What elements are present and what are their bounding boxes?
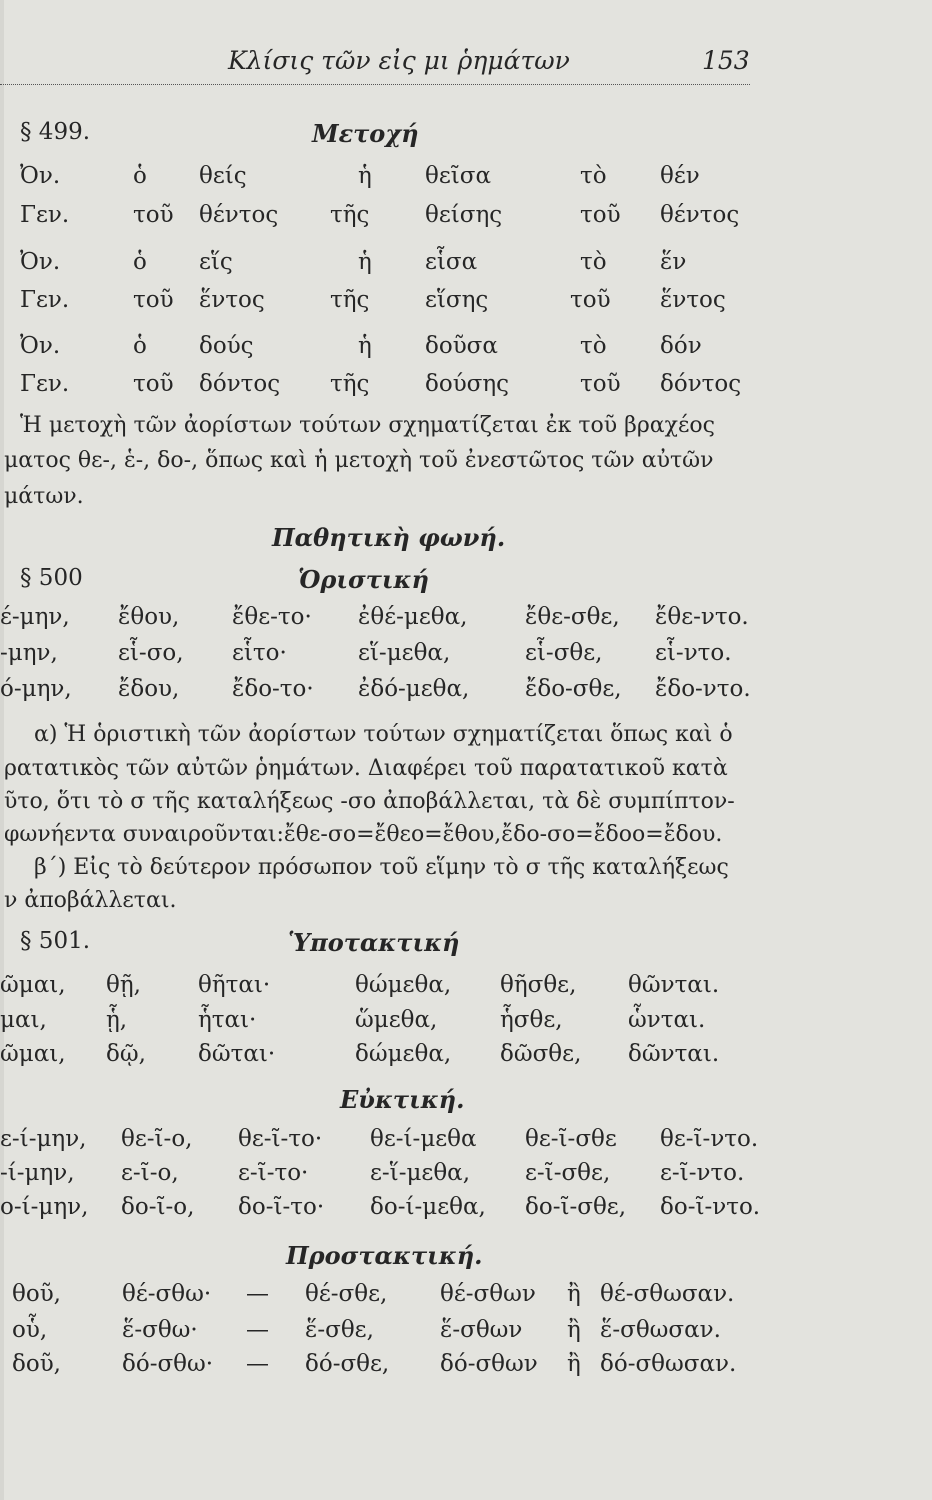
table-cell: τὸ	[580, 333, 607, 359]
paragraph-line: β΄) Εἰς τὸ δεύτερον πρόσωπον τοῦ εἵμην τὸ σ τῆς καταλήξεως	[34, 855, 729, 880]
table-cell: ἐθέ-μεθα,	[358, 604, 468, 630]
table-cell: ε-ῖ-ο,	[121, 1160, 179, 1186]
table-cell: ἕ-σθων	[440, 1317, 523, 1343]
table-cell: ἕ-σθε,	[305, 1317, 374, 1343]
table-cell: Ὀν.	[20, 249, 61, 275]
table-cell: ο-ί-μην,	[0, 1194, 89, 1220]
table-cell: θώμεθα,	[355, 972, 452, 998]
table-cell: -ί-μην,	[0, 1160, 75, 1186]
table-cell: —	[246, 1281, 269, 1307]
table-cell: ἔδο-ντο.	[655, 676, 751, 702]
table-cell: δῶται·	[198, 1041, 276, 1067]
table-cell: δο-ῖ-σθε,	[525, 1194, 627, 1220]
table-cell: δῷ,	[106, 1041, 146, 1067]
voice-heading: Παθητικὴ φωνή.	[272, 523, 506, 552]
table-cell: θείς	[199, 163, 247, 189]
table-cell: θῇ,	[106, 972, 141, 998]
table-cell: ἕ-σθωσαν.	[600, 1317, 721, 1343]
table-cell: δῶσθε,	[500, 1041, 582, 1067]
table-cell: δο-ῖ-το·	[238, 1194, 325, 1220]
table-cell: ε-ί-μην,	[0, 1126, 87, 1152]
section-number: § 500	[20, 565, 83, 591]
table-cell: ε-ῖ-ντο.	[660, 1160, 745, 1186]
table-cell: ἔθε-το·	[232, 604, 312, 630]
table-cell: ἧσθε,	[500, 1007, 563, 1033]
table-cell: θῆσθε,	[500, 972, 577, 998]
table-cell: εἷσα	[425, 249, 478, 275]
table-cell: δόντος	[660, 371, 742, 397]
table-cell: ε-ῖ-το·	[238, 1160, 309, 1186]
table-cell: δο-ί-μεθα,	[370, 1194, 486, 1220]
table-cell: τὸ	[580, 163, 607, 189]
paragraph-line: Ἡ μετοχὴ τῶν ἀορίστων τούτων σχηματίζεται ἐκ τοῦ βραχέος	[20, 413, 715, 438]
table-cell: —	[246, 1317, 269, 1343]
paragraph-line: φωνήεντα συναιροῦνται:ἔθε-σο=ἔθεο=ἔθου,ἔδο-σο=ἔδοο=ἔδου.	[4, 822, 723, 847]
page-gutter	[0, 0, 4, 1500]
section-heading: Ὁριστική	[298, 565, 429, 594]
table-cell: ἕντος	[199, 287, 265, 313]
table-cell: εἵσης	[425, 287, 489, 313]
table-cell: ὧνται.	[628, 1007, 706, 1033]
table-cell: τῆς	[330, 371, 370, 397]
table-cell: ὁ	[133, 163, 147, 189]
table-cell: τοῦ	[133, 371, 174, 397]
table-cell: ἕντος	[660, 287, 726, 313]
table-cell: Ὀν.	[20, 333, 61, 359]
table-cell: ἔθε-σθε,	[525, 604, 620, 630]
table-cell: ἕν	[660, 249, 687, 275]
table-cell: δώμεθα,	[355, 1041, 452, 1067]
table-cell: εἷ-σο,	[118, 640, 184, 666]
table-cell: ὁ	[133, 249, 147, 275]
table-cell: έ-μην,	[0, 604, 70, 630]
optative-heading: Εὐκτική.	[340, 1085, 465, 1114]
table-cell: ἧται·	[198, 1007, 257, 1033]
table-cell: δο-ῖ-ο,	[121, 1194, 195, 1220]
table-cell: εἵ-μεθα,	[358, 640, 451, 666]
paragraph-line: μάτων.	[4, 484, 84, 509]
table-cell: εἷ-σθε,	[525, 640, 603, 666]
table-cell: τοῦ	[570, 287, 611, 313]
table-cell: θεῖσα	[425, 163, 492, 189]
table-cell: ἢ	[567, 1281, 581, 1307]
table-cell: θείσης	[425, 202, 503, 228]
table-cell: θέν	[660, 163, 700, 189]
table-cell: θέ-σθω·	[122, 1281, 212, 1307]
table-cell: εἷ-ντο.	[655, 640, 732, 666]
table-cell: θοῦ,	[12, 1281, 61, 1307]
table-cell: δούς	[199, 333, 254, 359]
table-cell: ἔδο-το·	[232, 676, 314, 702]
table-cell: τὸ	[580, 249, 607, 275]
table-cell: τοῦ	[580, 371, 621, 397]
table-cell: ὁ	[133, 333, 147, 359]
table-cell: θε-ῖ-ντο.	[660, 1126, 759, 1152]
table-cell: θε-ί-μεθα	[370, 1126, 477, 1152]
table-cell: θε-ῖ-σθε	[525, 1126, 617, 1152]
table-cell: ἢ	[567, 1351, 581, 1377]
paragraph-line: ῦτο, ὅτι τὸ σ τῆς καταλήξεως -σο ἀποβάλλεται, τὰ δὲ συμπίπτον-	[4, 789, 735, 814]
paragraph-line: ρατατικὸς τῶν αὐτῶν ῥημάτων. Διαφέρει τοῦ παρατατικοῦ κατὰ	[4, 756, 728, 781]
table-cell: θέντος	[199, 202, 279, 228]
section-heading: Μετοχή	[312, 119, 419, 148]
table-cell: θε-ῖ-το·	[238, 1126, 323, 1152]
table-cell: εἵς	[199, 249, 233, 275]
table-cell: Γεν.	[20, 202, 70, 228]
table-cell: δό-σθων	[440, 1351, 538, 1377]
table-cell: ἔδου,	[118, 676, 180, 702]
table-cell: θῶνται.	[628, 972, 720, 998]
table-cell: δοῦ,	[12, 1351, 61, 1377]
table-cell: μαι,	[0, 1007, 47, 1033]
table-cell: θέ-σθε,	[305, 1281, 388, 1307]
table-cell: θέ-σθων	[440, 1281, 536, 1307]
table-cell: ῶμαι,	[0, 1041, 66, 1067]
page-number: 153	[702, 46, 750, 75]
table-cell: δόν	[660, 333, 702, 359]
table-cell: ἡ	[358, 163, 372, 189]
imperative-heading: Προστακτική.	[286, 1241, 483, 1270]
section-heading: Ὑποτακτική	[288, 928, 460, 957]
table-cell: -μην,	[0, 640, 58, 666]
table-cell: δό-σθε,	[305, 1351, 390, 1377]
table-cell: οὗ,	[12, 1317, 48, 1343]
table-cell: τῆς	[330, 202, 370, 228]
table-cell: ἕ-σθω·	[122, 1317, 198, 1343]
table-cell: ἡ	[358, 249, 372, 275]
section-number: § 499.	[20, 119, 91, 145]
header-rule	[0, 84, 750, 85]
table-cell: ἐδό-μεθα,	[358, 676, 470, 702]
table-cell: δούσης	[425, 371, 510, 397]
table-cell: δο-ῖ-ντο.	[660, 1194, 761, 1220]
table-cell: Γεν.	[20, 371, 70, 397]
table-cell: ἔδο-σθε,	[525, 676, 622, 702]
table-cell: δῶνται.	[628, 1041, 720, 1067]
table-cell: Ὀν.	[20, 163, 61, 189]
table-cell: τοῦ	[133, 202, 174, 228]
table-cell: ό-μην,	[0, 676, 72, 702]
table-cell: θέντος	[660, 202, 740, 228]
table-cell: —	[246, 1351, 269, 1377]
table-cell: εἷτο·	[232, 640, 287, 666]
paragraph-line: α) Ἡ ὁριστικὴ τῶν ἀορίστων τούτων σχηματίζεται ὅπως καὶ ὁ	[34, 722, 733, 747]
table-cell: δό-σθωσαν.	[600, 1351, 737, 1377]
table-cell: ε-ἵ-μεθα,	[370, 1160, 471, 1186]
table-cell: τοῦ	[580, 202, 621, 228]
table-cell: δοῦσα	[425, 333, 498, 359]
table-cell: ἡ	[358, 333, 372, 359]
table-cell: Γεν.	[20, 287, 70, 313]
table-cell: ἔθε-ντο.	[655, 604, 749, 630]
table-cell: τοῦ	[133, 287, 174, 313]
table-cell: θῆται·	[198, 972, 271, 998]
table-cell: τῆς	[330, 287, 370, 313]
table-cell: δόντος	[199, 371, 281, 397]
table-cell: θε-ῖ-ο,	[121, 1126, 193, 1152]
running-title: Κλίσις τῶν εἰς μι ῥημάτων	[228, 46, 570, 75]
table-cell: ε-ῖ-σθε,	[525, 1160, 611, 1186]
table-cell: ὥμεθα,	[355, 1007, 438, 1033]
table-cell: δό-σθω·	[122, 1351, 214, 1377]
paragraph-line: ματος θε-, ἑ-, δο-, ὅπως καὶ ἡ μετοχὴ τοῦ ἐνεστῶτος τῶν αὐτῶν	[4, 448, 714, 473]
table-cell: ἢ	[567, 1317, 581, 1343]
table-cell: θέ-σθωσαν.	[600, 1281, 735, 1307]
table-cell: ῶμαι,	[0, 972, 66, 998]
section-number: § 501.	[20, 928, 91, 954]
paragraph-line: ν ἀποβάλλεται.	[4, 888, 177, 913]
table-cell: ᾗ,	[106, 1007, 128, 1033]
table-cell: ἔθου,	[118, 604, 180, 630]
